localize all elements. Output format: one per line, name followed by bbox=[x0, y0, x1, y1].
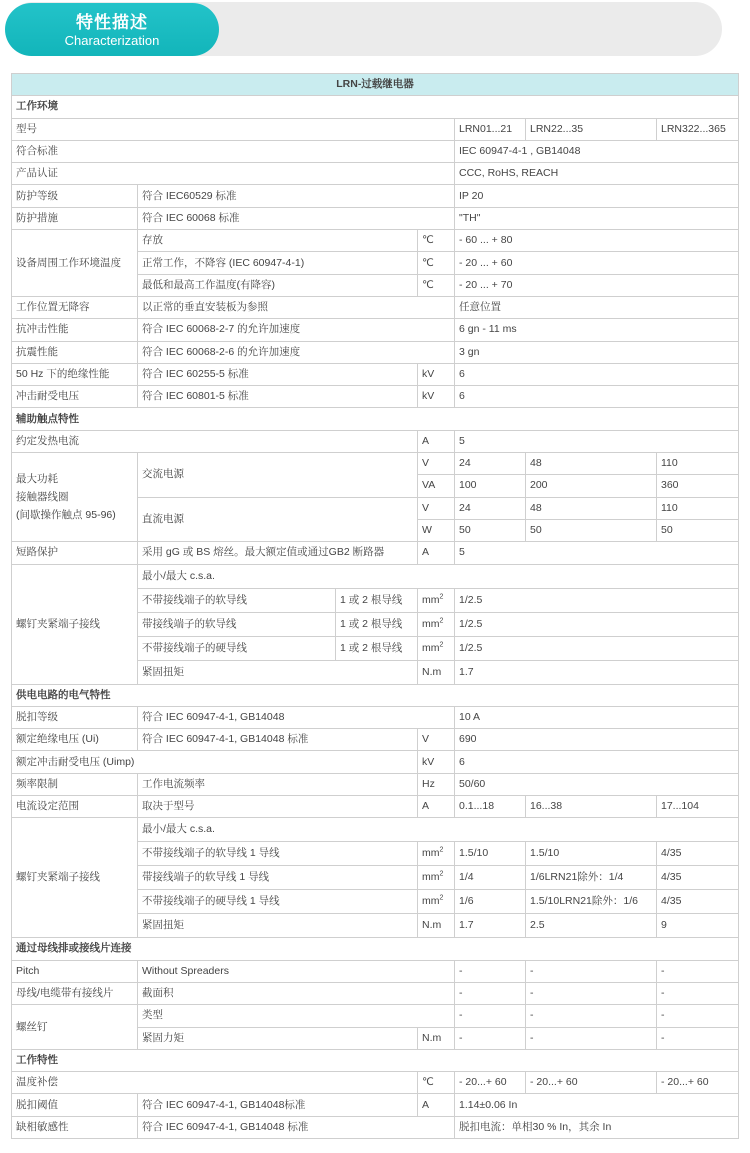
cell-value: 1/2.5 bbox=[455, 636, 739, 660]
row-desc: 符合 IEC 60801-5 标准 bbox=[138, 386, 418, 408]
cell-unit: V bbox=[418, 453, 455, 475]
cell-unit bbox=[418, 636, 455, 660]
row-label: 短路保护 bbox=[12, 542, 138, 564]
cell-value: LRN322...365 bbox=[657, 118, 739, 140]
cell-value: 360 bbox=[657, 475, 739, 497]
row-label: 设备周围工作环境温度 bbox=[12, 230, 138, 297]
row-label: 螺钉夹紧端子接线 bbox=[12, 564, 138, 684]
cell-value: 50 bbox=[526, 519, 657, 541]
cell-value: 1/6 bbox=[455, 890, 526, 914]
row-desc: 不带接线端子的硬导线 bbox=[138, 636, 336, 660]
cell-value: 200 bbox=[526, 475, 657, 497]
cell-value: 脱扣电流：单相30 % In，其余 In bbox=[455, 1116, 739, 1138]
cell-unit: ℃ bbox=[418, 274, 455, 296]
table-row bbox=[12, 542, 739, 564]
row-label: 脱扣阈值 bbox=[12, 1094, 138, 1116]
cell-value: IEC 60947-4-1 , GB14048 bbox=[455, 140, 739, 162]
section-aux: 辅助触点特性 bbox=[12, 408, 739, 430]
cell-value: - bbox=[657, 982, 739, 1004]
row-desc: 最低和最高工作温度(有降容) bbox=[138, 274, 418, 296]
row-label: 脱扣等级 bbox=[12, 706, 138, 728]
cell-value: 10 A bbox=[455, 706, 739, 728]
row-label: 型号 bbox=[12, 118, 455, 140]
table-row bbox=[12, 1072, 739, 1094]
row-desc: 截面积 bbox=[138, 982, 455, 1004]
table-row bbox=[12, 207, 739, 229]
cell-value: 6 bbox=[455, 751, 739, 773]
cell-value: 110 bbox=[657, 497, 739, 519]
table-row bbox=[12, 751, 739, 773]
table-title-row bbox=[12, 74, 739, 96]
row-desc: 符合 IEC 60255-5 标准 bbox=[138, 363, 418, 385]
cell-value: - bbox=[657, 1005, 739, 1027]
row-desc: 不带接线端子的软导线 bbox=[138, 588, 336, 612]
section-power: 供电电路的电气特性 bbox=[12, 684, 739, 706]
cell-value: - bbox=[455, 1005, 526, 1027]
row-label: Pitch bbox=[12, 960, 138, 982]
row-desc: 紧固扭矩 bbox=[138, 660, 418, 684]
cell-unit: W bbox=[418, 519, 455, 541]
cell-value: - bbox=[455, 982, 526, 1004]
row-desc: 最小/最大 c.s.a. bbox=[138, 564, 739, 588]
cell-value: - 20...+ 60 bbox=[526, 1072, 657, 1094]
row-label: 产品认证 bbox=[12, 163, 455, 185]
row-desc: 取决于型号 bbox=[138, 796, 418, 818]
cell-value: 24 bbox=[455, 497, 526, 519]
row-label: 额定冲击耐受电压 (Uimp) bbox=[12, 751, 418, 773]
cell-value: 16...38 bbox=[526, 796, 657, 818]
table-row bbox=[12, 319, 739, 341]
section-row bbox=[12, 1049, 739, 1071]
cell-value: - 60 ... + 80 bbox=[455, 230, 739, 252]
header-badge bbox=[5, 3, 219, 56]
row-desc: 直流电源 bbox=[138, 497, 418, 542]
cell-value: 1/4 bbox=[455, 866, 526, 890]
cell-value: IP 20 bbox=[455, 185, 739, 207]
cell-unit bbox=[418, 890, 455, 914]
cell-value: - bbox=[526, 1005, 657, 1027]
cell-value: LRN01...21 bbox=[455, 118, 526, 140]
unit-text: mm bbox=[422, 895, 440, 908]
row-label: 额定绝缘电压 (Ui) bbox=[12, 729, 138, 751]
cell-value: CCC, RoHS, REACH bbox=[455, 163, 739, 185]
table-row bbox=[12, 341, 739, 363]
cell-value: 任意位置 bbox=[455, 296, 739, 318]
cell-unit: A bbox=[418, 796, 455, 818]
section-row bbox=[12, 938, 739, 960]
section-row bbox=[12, 408, 739, 430]
section-env: 工作环境 bbox=[12, 96, 739, 118]
row-label: 50 Hz 下的绝缘性能 bbox=[12, 363, 138, 385]
section-header bbox=[0, 0, 722, 58]
cell-value: 1.7 bbox=[455, 660, 739, 684]
cell-value: 100 bbox=[455, 475, 526, 497]
maxpower-label-3: (间歇操作触点 95-96) bbox=[16, 509, 116, 522]
cell-value: - 20...+ 60 bbox=[455, 1072, 526, 1094]
table-row bbox=[12, 1005, 739, 1027]
cell-value: 4/35 bbox=[657, 842, 739, 866]
table-row bbox=[12, 185, 739, 207]
cell-value: 50 bbox=[455, 519, 526, 541]
cell-value: LRN22...35 bbox=[526, 118, 657, 140]
row-desc: 符合 IEC 60947-4-1, GB14048 bbox=[138, 706, 455, 728]
cell-value: 17...104 bbox=[657, 796, 739, 818]
row-label: 防护等级 bbox=[12, 185, 138, 207]
cell-value: 48 bbox=[526, 453, 657, 475]
table-row bbox=[12, 163, 739, 185]
table-row bbox=[12, 453, 739, 475]
cell-value: 1/2.5 bbox=[455, 612, 739, 636]
cell-value: - bbox=[657, 1027, 739, 1049]
table-row bbox=[12, 363, 739, 385]
cell-value: - 20...+ 60 bbox=[657, 1072, 739, 1094]
unit-text: mm bbox=[422, 641, 440, 654]
row-desc: 存放 bbox=[138, 230, 418, 252]
cell-unit: ℃ bbox=[418, 230, 455, 252]
row-desc: 符合 IEC60529 标准 bbox=[138, 185, 455, 207]
row-desc: 紧固扭矩 bbox=[138, 914, 418, 938]
cell-value: 2.5 bbox=[526, 914, 657, 938]
cell-value: 24 bbox=[455, 453, 526, 475]
header-title-zh: 特性描述 bbox=[76, 13, 148, 32]
unit-exp: 2 bbox=[439, 641, 444, 649]
row-label bbox=[12, 453, 138, 542]
table-row bbox=[12, 706, 739, 728]
cell-value: - bbox=[526, 1027, 657, 1049]
cell-value: 0.1...18 bbox=[455, 796, 526, 818]
row-count: 1 或 2 根导线 bbox=[336, 612, 418, 636]
table-row bbox=[12, 140, 739, 162]
row-desc: 不带接线端子的硬导线 1 导线 bbox=[138, 890, 418, 914]
cell-value: "TH" bbox=[455, 207, 739, 229]
cell-unit: kV bbox=[418, 386, 455, 408]
cell-value: 50/60 bbox=[455, 773, 739, 795]
table-row bbox=[12, 118, 739, 140]
cell-unit: Hz bbox=[418, 773, 455, 795]
spec-table bbox=[11, 73, 739, 1139]
row-label: 抗震性能 bbox=[12, 341, 138, 363]
row-label: 符合标准 bbox=[12, 140, 455, 162]
table-row bbox=[12, 729, 739, 751]
table-row bbox=[12, 230, 739, 252]
table-title: LRN-过载继电器 bbox=[12, 74, 739, 96]
unit-exp: 2 bbox=[439, 870, 444, 878]
cell-value: - bbox=[657, 960, 739, 982]
cell-value: 110 bbox=[657, 453, 739, 475]
row-desc: 最小/最大 c.s.a. bbox=[138, 818, 739, 842]
row-desc: 不带接线端子的软导线 1 导线 bbox=[138, 842, 418, 866]
unit-exp: 2 bbox=[439, 593, 444, 601]
cell-unit: A bbox=[418, 430, 455, 452]
row-desc: 符合 IEC 60068-2-6 的允许加速度 bbox=[138, 341, 455, 363]
cell-value: 1.5/10 bbox=[526, 842, 657, 866]
cell-value: 1.7 bbox=[455, 914, 526, 938]
section-bus: 通过母线排或接线片连接 bbox=[12, 938, 739, 960]
unit-text: mm bbox=[422, 871, 440, 884]
row-count: 1 或 2 根导线 bbox=[336, 588, 418, 612]
row-desc: 符合 IEC 60947-4-1, GB14048 标准 bbox=[138, 1116, 455, 1138]
row-desc: 符合 IEC 60068 标准 bbox=[138, 207, 455, 229]
section-row bbox=[12, 96, 739, 118]
row-label: 温度补偿 bbox=[12, 1072, 418, 1094]
cell-value: - bbox=[526, 960, 657, 982]
row-desc: 工作电流频率 bbox=[138, 773, 418, 795]
row-count: 1 或 2 根导线 bbox=[336, 636, 418, 660]
row-label: 抗冲击性能 bbox=[12, 319, 138, 341]
cell-value: 1/6LRN21除外：1/4 bbox=[526, 866, 657, 890]
cell-value: 48 bbox=[526, 497, 657, 519]
unit-exp: 2 bbox=[439, 617, 444, 625]
cell-value: 9 bbox=[657, 914, 739, 938]
row-label: 约定发热电流 bbox=[12, 430, 418, 452]
table-row bbox=[12, 564, 739, 588]
unit-text: mm bbox=[422, 847, 440, 860]
cell-value: 4/35 bbox=[657, 890, 739, 914]
row-desc: 符合 IEC 60947-4-1, GB14048标准 bbox=[138, 1094, 418, 1116]
row-label: 工作位置无降容 bbox=[12, 296, 138, 318]
row-label: 频率限制 bbox=[12, 773, 138, 795]
table-row bbox=[12, 1094, 739, 1116]
cell-unit: ℃ bbox=[418, 1072, 455, 1094]
cell-unit: kV bbox=[418, 363, 455, 385]
unit-exp: 2 bbox=[439, 846, 444, 854]
cell-value: 6 bbox=[455, 363, 739, 385]
table-row bbox=[12, 818, 739, 842]
cell-unit: N.m bbox=[418, 660, 455, 684]
row-desc: Without Spreaders bbox=[138, 960, 455, 982]
cell-unit: kV bbox=[418, 751, 455, 773]
table-row bbox=[12, 773, 739, 795]
row-label: 冲击耐受电压 bbox=[12, 386, 138, 408]
row-desc: 交流电源 bbox=[138, 453, 418, 498]
cell-value: 1.5/10 bbox=[455, 842, 526, 866]
cell-value: 50 bbox=[657, 519, 739, 541]
cell-unit: ℃ bbox=[418, 252, 455, 274]
table-row bbox=[12, 1116, 739, 1138]
table-row bbox=[12, 430, 739, 452]
table-row bbox=[12, 982, 739, 1004]
cell-unit bbox=[418, 612, 455, 636]
unit-exp: 2 bbox=[439, 894, 444, 902]
row-label: 螺钉夹紧端子接线 bbox=[12, 818, 138, 938]
unit-text: mm bbox=[422, 617, 440, 630]
row-label: 防护措施 bbox=[12, 207, 138, 229]
row-label: 螺丝钉 bbox=[12, 1005, 138, 1050]
cell-value: - bbox=[526, 982, 657, 1004]
row-desc: 类型 bbox=[138, 1005, 455, 1027]
cell-unit bbox=[418, 866, 455, 890]
table-row bbox=[12, 296, 739, 318]
cell-value: 5 bbox=[455, 542, 739, 564]
cell-value: - bbox=[455, 1027, 526, 1049]
row-label: 电流设定范围 bbox=[12, 796, 138, 818]
cell-value: 1.5/10LRN21除外：1/6 bbox=[526, 890, 657, 914]
row-desc: 采用 gG 或 BS 熔丝。最大额定值或通过GB2 断路器 bbox=[138, 542, 418, 564]
unit-text: mm bbox=[422, 593, 440, 606]
cell-value: 690 bbox=[455, 729, 739, 751]
cell-unit: VA bbox=[418, 475, 455, 497]
cell-value: 5 bbox=[455, 430, 739, 452]
row-desc: 符合 IEC 60947-4-1, GB14048 标准 bbox=[138, 729, 418, 751]
cell-unit: N.m bbox=[418, 914, 455, 938]
cell-value: - bbox=[455, 960, 526, 982]
row-desc: 以正常的垂直安装板为参照 bbox=[138, 296, 455, 318]
row-desc: 正常工作，不降容 (IEC 60947-4-1) bbox=[138, 252, 418, 274]
row-desc: 符合 IEC 60068-2-7 的允许加速度 bbox=[138, 319, 455, 341]
cell-value: 1/2.5 bbox=[455, 588, 739, 612]
row-desc: 带接线端子的软导线 bbox=[138, 612, 336, 636]
cell-unit: A bbox=[418, 542, 455, 564]
cell-value: 1.14±0.06 In bbox=[455, 1094, 739, 1116]
cell-unit: A bbox=[418, 1094, 455, 1116]
cell-value: - 20 ... + 60 bbox=[455, 252, 739, 274]
table-row bbox=[12, 386, 739, 408]
row-label: 母线/电缆带有接线片 bbox=[12, 982, 138, 1004]
cell-unit: V bbox=[418, 497, 455, 519]
table-row bbox=[12, 960, 739, 982]
cell-value: - 20 ... + 70 bbox=[455, 274, 739, 296]
cell-unit bbox=[418, 588, 455, 612]
cell-value: 6 bbox=[455, 386, 739, 408]
maxpower-label-1: 最大功耗 bbox=[16, 473, 58, 486]
cell-unit: N.m bbox=[418, 1027, 455, 1049]
row-label: 缺相敏感性 bbox=[12, 1116, 138, 1138]
header-title-en: Characterization bbox=[64, 33, 160, 48]
cell-value: 6 gn - 11 ms bbox=[455, 319, 739, 341]
section-row bbox=[12, 684, 739, 706]
cell-value: 4/35 bbox=[657, 866, 739, 890]
cell-value: 3 gn bbox=[455, 341, 739, 363]
table-row bbox=[12, 796, 739, 818]
row-desc: 紧固力矩 bbox=[138, 1027, 418, 1049]
section-work: 工作特性 bbox=[12, 1049, 739, 1071]
maxpower-label-2: 接触器线圈 bbox=[16, 491, 69, 504]
cell-unit: V bbox=[418, 729, 455, 751]
cell-unit bbox=[418, 842, 455, 866]
row-desc: 带接线端子的软导线 1 导线 bbox=[138, 866, 418, 890]
